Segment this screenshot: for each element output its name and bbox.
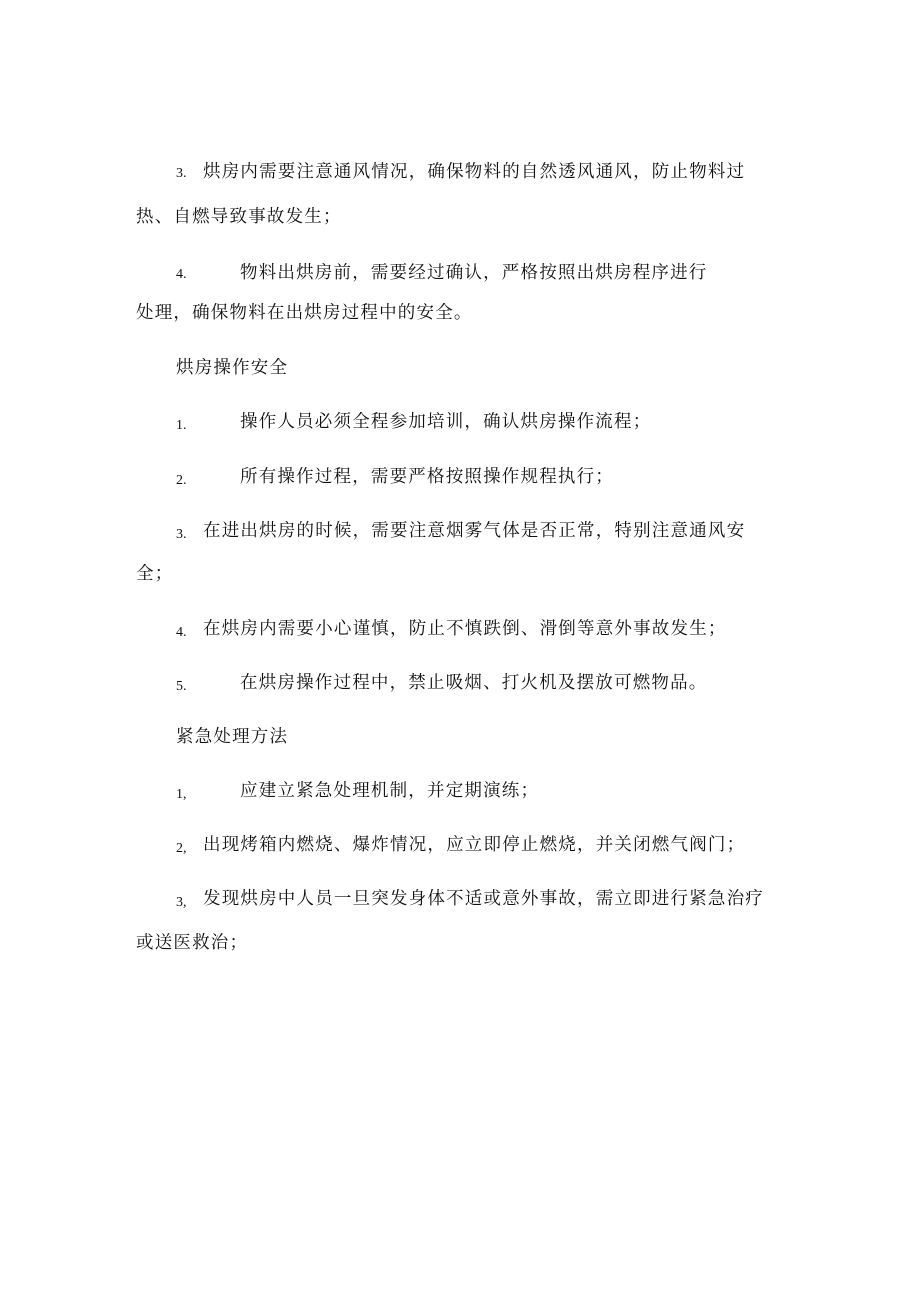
paragraph-line: 烘房内需要注意通风情况，确保物料的自然透风通风，防止物料过 <box>203 162 746 182</box>
paragraph-line: 在烘房操作过程中，禁止吸烟、打火机及摆放可燃物品。 <box>240 673 708 693</box>
paragraph-line: 全； <box>136 564 174 584</box>
list-number: 3. <box>176 527 187 542</box>
paragraph-line: 出现烤箱内燃烧、爆炸情况，应立即停止燃烧，并关闭燃气阀门； <box>203 835 746 855</box>
list-number: 2, <box>176 841 187 856</box>
list-number: 3. <box>176 166 187 181</box>
paragraph-line: 所有操作过程，需要严格按照操作规程执行； <box>240 467 614 487</box>
list-number: 1, <box>176 787 187 802</box>
paragraph-line: 物料出烘房前，需要经过确认，严格按照出烘房程序进行 <box>240 263 708 283</box>
section-heading: 紧急处理方法 <box>176 727 289 747</box>
list-number: 5. <box>176 679 187 694</box>
paragraph-line: 处理，确保物料在出烘房过程中的安全。 <box>136 303 473 323</box>
paragraph-line: 在烘房内需要小心谨慎，防止不慎跌倒、滑倒等意外事故发生； <box>203 619 727 639</box>
paragraph-line: 或送医救治； <box>136 933 249 953</box>
paragraph-line: 在进出烘房的时候，需要注意烟雾气体是否正常，特别注意通风安 <box>203 521 746 541</box>
list-number: 4. <box>176 625 187 640</box>
paragraph-line: 热、自燃导致事故发生； <box>136 207 342 227</box>
section-heading: 烘房操作安全 <box>176 358 289 378</box>
paragraph-line: 发现烘房中人员一旦突发身体不适或意外事故，需立即进行紧急治疗 <box>203 889 764 909</box>
list-number: 3, <box>176 895 187 910</box>
list-number: 2. <box>176 473 187 488</box>
paragraph-line: 应建立紧急处理机制，并定期演练； <box>240 781 540 801</box>
paragraph-line: 操作人员必须全程参加培训，确认烘房操作流程； <box>240 412 652 432</box>
list-number: 1. <box>176 418 187 433</box>
list-number: 4. <box>176 267 187 282</box>
